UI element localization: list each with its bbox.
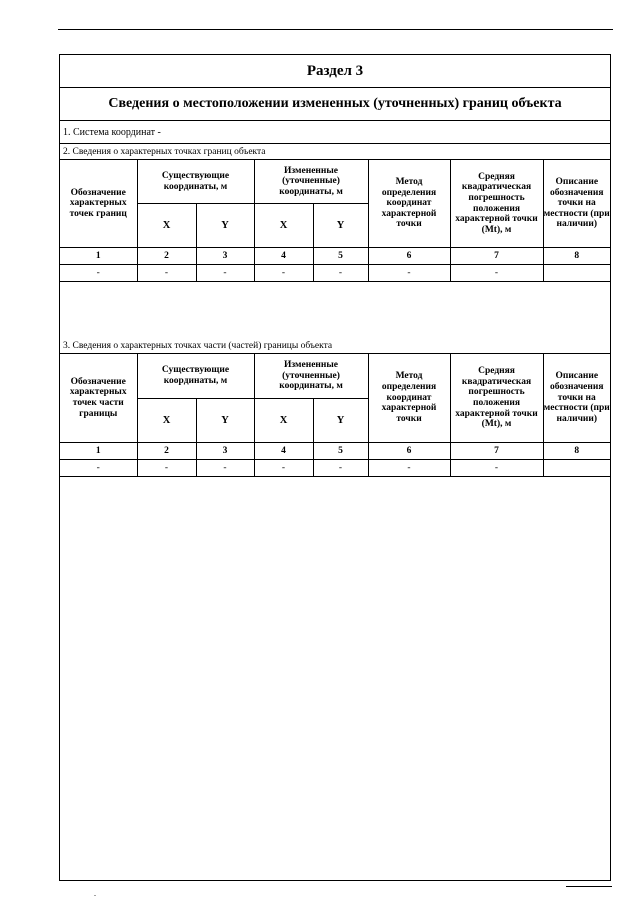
column-number: 3 [196,248,254,265]
col-changed-coords: Измененные (уточненные) координаты, м [254,354,368,399]
col-existing-x: X [137,204,196,248]
footer-rule [566,886,612,887]
col-mean-error: Средняя квадратическая погрешность положения характерной точки (Mt), м [450,160,543,248]
column-number: 2 [137,443,196,460]
table-cell: - [313,460,368,477]
scan-mark: . [94,889,96,898]
col-existing-coords: Существующие координаты, м [137,160,254,204]
table-cell: - [196,460,254,477]
column-number: 4 [254,443,313,460]
section-title: Раздел 3 [60,55,610,88]
boundary-points-table [60,159,610,282]
column-number: 8 [543,248,610,265]
section-frame [59,54,611,881]
section-subtitle: Сведения о местоположении измененных (уточненных) границ объекта [60,88,610,121]
col-changed-y: Y [313,204,368,248]
column-number: 3 [196,443,254,460]
table-cell: - [137,265,196,282]
col-existing-x: X [137,399,196,443]
column-number: 8 [543,443,610,460]
column-number: 1 [60,248,137,265]
top-rule [58,29,613,30]
column-number: 6 [368,443,450,460]
table-cell: - [450,265,543,282]
col-changed-y: Y [313,399,368,443]
column-number: 1 [60,443,137,460]
coordinate-system-row: 1. Система координат - [60,121,610,144]
col-changed-coords: Измененные (уточненные) координаты, м [254,160,368,204]
column-number: 7 [450,248,543,265]
column-number: 5 [313,443,368,460]
col-method: Метод определения координат характерной точки [368,354,450,443]
col-description: Описание обозначения точки на местности (при наличии) [543,354,610,443]
column-number: 4 [254,248,313,265]
column-number: 7 [450,443,543,460]
table-cell: - [254,265,313,282]
col-designation: Обозначение характерных точек части границы [60,354,137,443]
table-cell: - [196,265,254,282]
table3-heading: 3. Сведения о характерных точках части (частей) границы объекта [60,338,610,354]
col-existing-y: Y [196,204,254,248]
table-cell [543,265,610,282]
col-description: Описание обозначения точки на местности (при наличии) [543,160,610,248]
part-boundary-points-table [60,353,610,477]
table-cell: - [254,460,313,477]
table-cell: - [313,265,368,282]
table-cell: - [137,460,196,477]
col-existing-coords: Существующие координаты, м [137,354,254,399]
col-changed-x: X [254,204,313,248]
col-changed-x: X [254,399,313,443]
column-number: 2 [137,248,196,265]
table-cell: - [368,265,450,282]
col-mean-error: Средняя квадратическая погрешность положения характерной точки (Mt), м [450,354,543,443]
table-cell: - [450,460,543,477]
col-designation: Обозначение характерных точек границ [60,160,137,248]
table-cell [543,460,610,477]
table-cell: - [60,460,137,477]
column-number: 6 [368,248,450,265]
table-cell: - [368,460,450,477]
col-existing-y: Y [196,399,254,443]
column-number: 5 [313,248,368,265]
table2-heading: 2. Сведения о характерных точках границ объекта [60,144,610,160]
col-method: Метод определения координат характерной точки [368,160,450,248]
table-cell: - [60,265,137,282]
